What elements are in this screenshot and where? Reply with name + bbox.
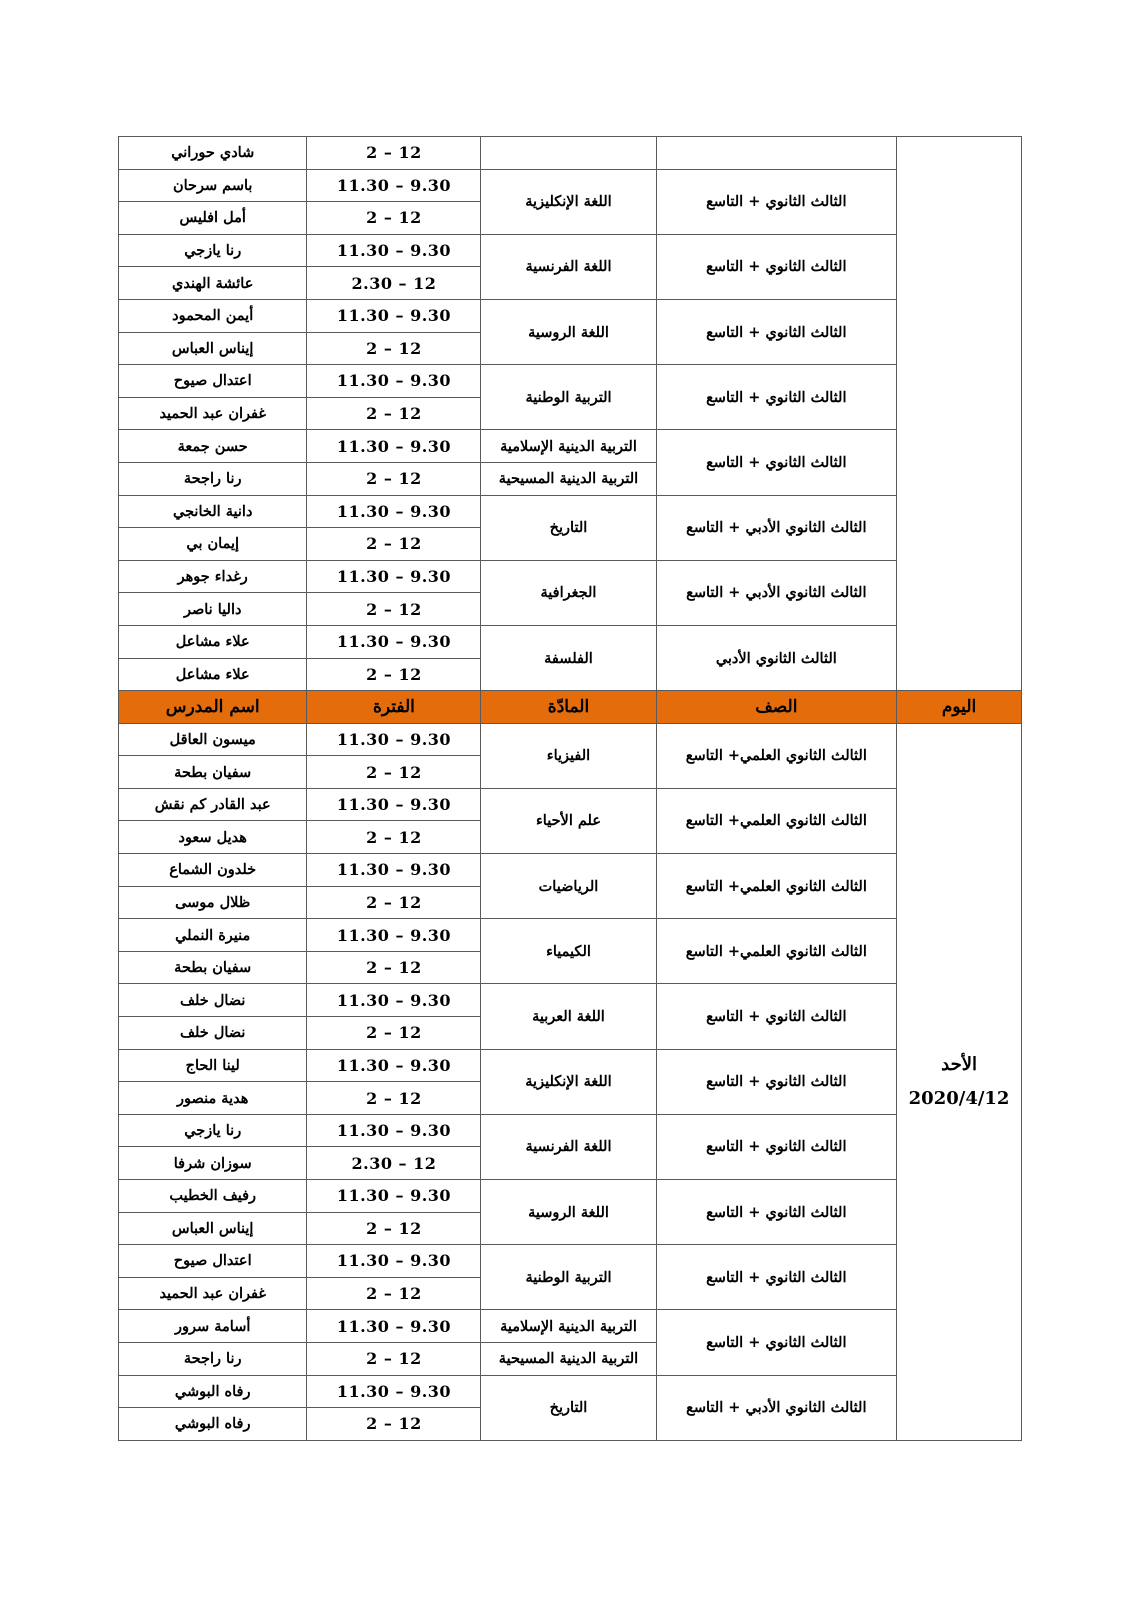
period-cell: 12 – 2	[307, 528, 481, 561]
teacher-cell: منيرة النملي	[119, 919, 307, 952]
teacher-cell: باسم سرحان	[119, 169, 307, 202]
header-period: الفترة	[307, 691, 481, 724]
grade-cell: الثالث الثانوي العلمي+ التاسع	[656, 854, 897, 919]
period-cell: 9.30 – 11.30	[307, 919, 481, 952]
teacher-cell: عبد القادر كم نقش	[119, 788, 307, 821]
teacher-cell: حسن جمعة	[119, 430, 307, 463]
teacher-cell: نضال خلف	[119, 1017, 307, 1050]
grade-cell: الثالث الثانوي + التاسع	[656, 1114, 897, 1179]
subject-cell: اللغة الفرنسية	[481, 1114, 656, 1179]
subject-cell: التربية الدينية الإسلامية	[481, 1310, 656, 1343]
table-row	[119, 854, 1022, 887]
teacher-cell: خلدون الشماع	[119, 854, 307, 887]
teacher-cell: إيناس العباس	[119, 1212, 307, 1245]
period-cell: 9.30 – 11.30	[307, 560, 481, 593]
period-cell: 9.30 – 11.30	[307, 1114, 481, 1147]
teacher-cell: سوزان شرفا	[119, 1147, 307, 1180]
teacher-cell: داليا ناصر	[119, 593, 307, 626]
grade-cell: الثالث الثانوي الأدبي + التاسع	[656, 1375, 897, 1440]
teacher-cell: رنا راجحة	[119, 1342, 307, 1375]
day-cell	[897, 137, 1022, 691]
period-cell: 9.30 – 11.30	[307, 1310, 481, 1343]
day-date: 2020/4/12	[908, 1087, 1010, 1109]
teacher-cell: نضال خلف	[119, 984, 307, 1017]
period-cell: 9.30 – 11.30	[307, 299, 481, 332]
period-cell: 9.30 – 11.30	[307, 854, 481, 887]
teacher-cell: ميسون العاقل	[119, 723, 307, 756]
teacher-cell: عائشة الهندي	[119, 267, 307, 300]
table-row	[119, 365, 1022, 398]
table-row	[119, 137, 1022, 170]
teacher-cell: علاء مشاعل	[119, 625, 307, 658]
period-cell: 9.30 – 11.30	[307, 723, 481, 756]
table-row	[119, 984, 1022, 1017]
period-cell: 12 – 2	[307, 951, 481, 984]
teacher-cell: أمل افليس	[119, 202, 307, 235]
period-cell: 12 – 2.30	[307, 267, 481, 300]
teacher-cell: غفران عبد الحميد	[119, 1277, 307, 1310]
header-subject: المادّة	[481, 691, 656, 724]
table-row	[119, 1114, 1022, 1147]
table-row	[119, 299, 1022, 332]
period-cell: 12 – 2	[307, 397, 481, 430]
table-row	[119, 1245, 1022, 1278]
table-row	[119, 625, 1022, 658]
subject-cell: التربية الوطنية	[481, 1245, 656, 1310]
period-cell: 12 – 2	[307, 1342, 481, 1375]
grade-cell: الثالث الثانوي + التاسع	[656, 365, 897, 430]
subject-cell: الكيمياء	[481, 919, 656, 984]
subject-cell: اللغة الروسية	[481, 1180, 656, 1245]
table-row	[119, 560, 1022, 593]
period-cell: 9.30 – 11.30	[307, 1049, 481, 1082]
table-row	[119, 430, 1022, 463]
grade-cell: الثالث الثانوي + التاسع	[656, 984, 897, 1049]
grade-cell: الثالث الثانوي العلمي+ التاسع	[656, 723, 897, 788]
teacher-cell: هديل سعود	[119, 821, 307, 854]
subject-cell: التاريخ	[481, 495, 656, 560]
subject-cell: اللغة الروسية	[481, 299, 656, 364]
period-cell: 12 – 2	[307, 332, 481, 365]
table-row	[119, 234, 1022, 267]
period-cell: 12 – 2	[307, 202, 481, 235]
grade-cell	[656, 137, 897, 170]
table-row	[119, 919, 1022, 952]
grade-cell: الثالث الثانوي الأدبي + التاسع	[656, 495, 897, 560]
period-cell: 9.30 – 11.30	[307, 1375, 481, 1408]
day-label: الأحد	[941, 1053, 977, 1075]
table-row	[119, 169, 1022, 202]
grade-cell: الثالث الثانوي العلمي+ التاسع	[656, 788, 897, 853]
teacher-cell: غفران عبد الحميد	[119, 397, 307, 430]
teacher-cell: سفيان بطحة	[119, 951, 307, 984]
table-row	[119, 1310, 1022, 1343]
period-cell: 9.30 – 11.30	[307, 365, 481, 398]
period-cell: 12 – 2	[307, 137, 481, 170]
grade-cell: الثالث الثانوي + التاسع	[656, 1310, 897, 1375]
teacher-cell: أيمن المحمود	[119, 299, 307, 332]
grade-cell: الثالث الثانوي + التاسع	[656, 1180, 897, 1245]
day-cell	[897, 723, 1022, 1440]
period-cell: 9.30 – 11.30	[307, 495, 481, 528]
period-cell: 12 – 2	[307, 1082, 481, 1115]
header-grade: الصف	[656, 691, 897, 724]
table-row	[119, 1049, 1022, 1082]
teacher-cell: إيناس العباس	[119, 332, 307, 365]
teacher-cell: لينا الحاج	[119, 1049, 307, 1082]
period-cell: 12 – 2.30	[307, 1147, 481, 1180]
period-cell: 12 – 2	[307, 462, 481, 495]
teacher-cell: ظلال موسى	[119, 886, 307, 919]
subject-cell	[481, 137, 656, 170]
teacher-cell: رنا راجحة	[119, 462, 307, 495]
grade-cell: الثالث الثانوي + التاسع	[656, 169, 897, 234]
grade-cell: الثالث الثانوي العلمي+ التاسع	[656, 919, 897, 984]
teacher-cell: إيمان بي	[119, 528, 307, 561]
grade-cell: الثالث الثانوي + التاسع	[656, 430, 897, 495]
subject-cell: اللغة الفرنسية	[481, 234, 656, 299]
subject-cell: التاريخ	[481, 1375, 656, 1440]
period-cell: 12 – 2	[307, 1017, 481, 1050]
subject-cell: الرياضيات	[481, 854, 656, 919]
subject-cell: اللغة العربية	[481, 984, 656, 1049]
period-cell: 12 – 2	[307, 658, 481, 691]
grade-cell: الثالث الثانوي الأدبي	[656, 625, 897, 690]
teacher-cell: رنا يازجي	[119, 1114, 307, 1147]
grade-cell: الثالث الثانوي + التاسع	[656, 1049, 897, 1114]
subject-cell: الجغرافية	[481, 560, 656, 625]
period-cell: 9.30 – 11.30	[307, 169, 481, 202]
subject-cell: الفلسفة	[481, 625, 656, 690]
header-day: اليوم	[897, 691, 1022, 724]
period-cell: 9.30 – 11.30	[307, 625, 481, 658]
grade-cell: الثالث الثانوي + التاسع	[656, 1245, 897, 1310]
period-cell: 12 – 2	[307, 1408, 481, 1441]
teacher-cell: رنا يازجي	[119, 234, 307, 267]
teacher-cell: اعتدال صيوح	[119, 1245, 307, 1278]
subject-cell: التربية الدينية المسيحية	[481, 1342, 656, 1375]
subject-cell: الفيزياء	[481, 723, 656, 788]
period-cell: 12 – 2	[307, 886, 481, 919]
teacher-cell: رغداء جوهر	[119, 560, 307, 593]
teacher-cell: علاء مشاعل	[119, 658, 307, 691]
subject-cell: علم الأحياء	[481, 788, 656, 853]
grade-cell: الثالث الثانوي الأدبي + التاسع	[656, 560, 897, 625]
teacher-cell: رفاه البوشي	[119, 1408, 307, 1441]
header-teacher: اسم المدرس	[119, 691, 307, 724]
exam-schedule-table	[118, 136, 1022, 1441]
period-cell: 12 – 2	[307, 1212, 481, 1245]
teacher-cell: دانية الخانجي	[119, 495, 307, 528]
period-cell: 9.30 – 11.30	[307, 1180, 481, 1213]
period-cell: 9.30 – 11.30	[307, 984, 481, 1017]
period-cell: 12 – 2	[307, 593, 481, 626]
grade-cell: الثالث الثانوي + التاسع	[656, 234, 897, 299]
subject-cell: التربية الدينية الإسلامية	[481, 430, 656, 463]
period-cell: 9.30 – 11.30	[307, 1245, 481, 1278]
period-cell: 9.30 – 11.30	[307, 234, 481, 267]
period-cell: 9.30 – 11.30	[307, 788, 481, 821]
teacher-cell: رفيف الخطيب	[119, 1180, 307, 1213]
table-row	[119, 788, 1022, 821]
table-row	[119, 1180, 1022, 1213]
period-cell: 12 – 2	[307, 821, 481, 854]
period-cell: 12 – 2	[307, 1277, 481, 1310]
teacher-cell: أسامة سرور	[119, 1310, 307, 1343]
table-row	[119, 1375, 1022, 1408]
subject-cell: التربية الوطنية	[481, 365, 656, 430]
teacher-cell: سفيان بطحة	[119, 756, 307, 789]
grade-cell: الثالث الثانوي + التاسع	[656, 299, 897, 364]
subject-cell: التربية الدينية المسيحية	[481, 462, 656, 495]
teacher-cell: هدية منصور	[119, 1082, 307, 1115]
teacher-cell: رفاه البوشي	[119, 1375, 307, 1408]
subject-cell: اللغة الإنكليزية	[481, 1049, 656, 1114]
teacher-cell: اعتدال صيوح	[119, 365, 307, 398]
period-cell: 9.30 – 11.30	[307, 430, 481, 463]
table-header-row	[119, 691, 1022, 724]
table-row	[119, 723, 1022, 756]
period-cell: 12 – 2	[307, 756, 481, 789]
table-row	[119, 495, 1022, 528]
teacher-cell: شادي حوراني	[119, 137, 307, 170]
subject-cell: اللغة الإنكليزية	[481, 169, 656, 234]
